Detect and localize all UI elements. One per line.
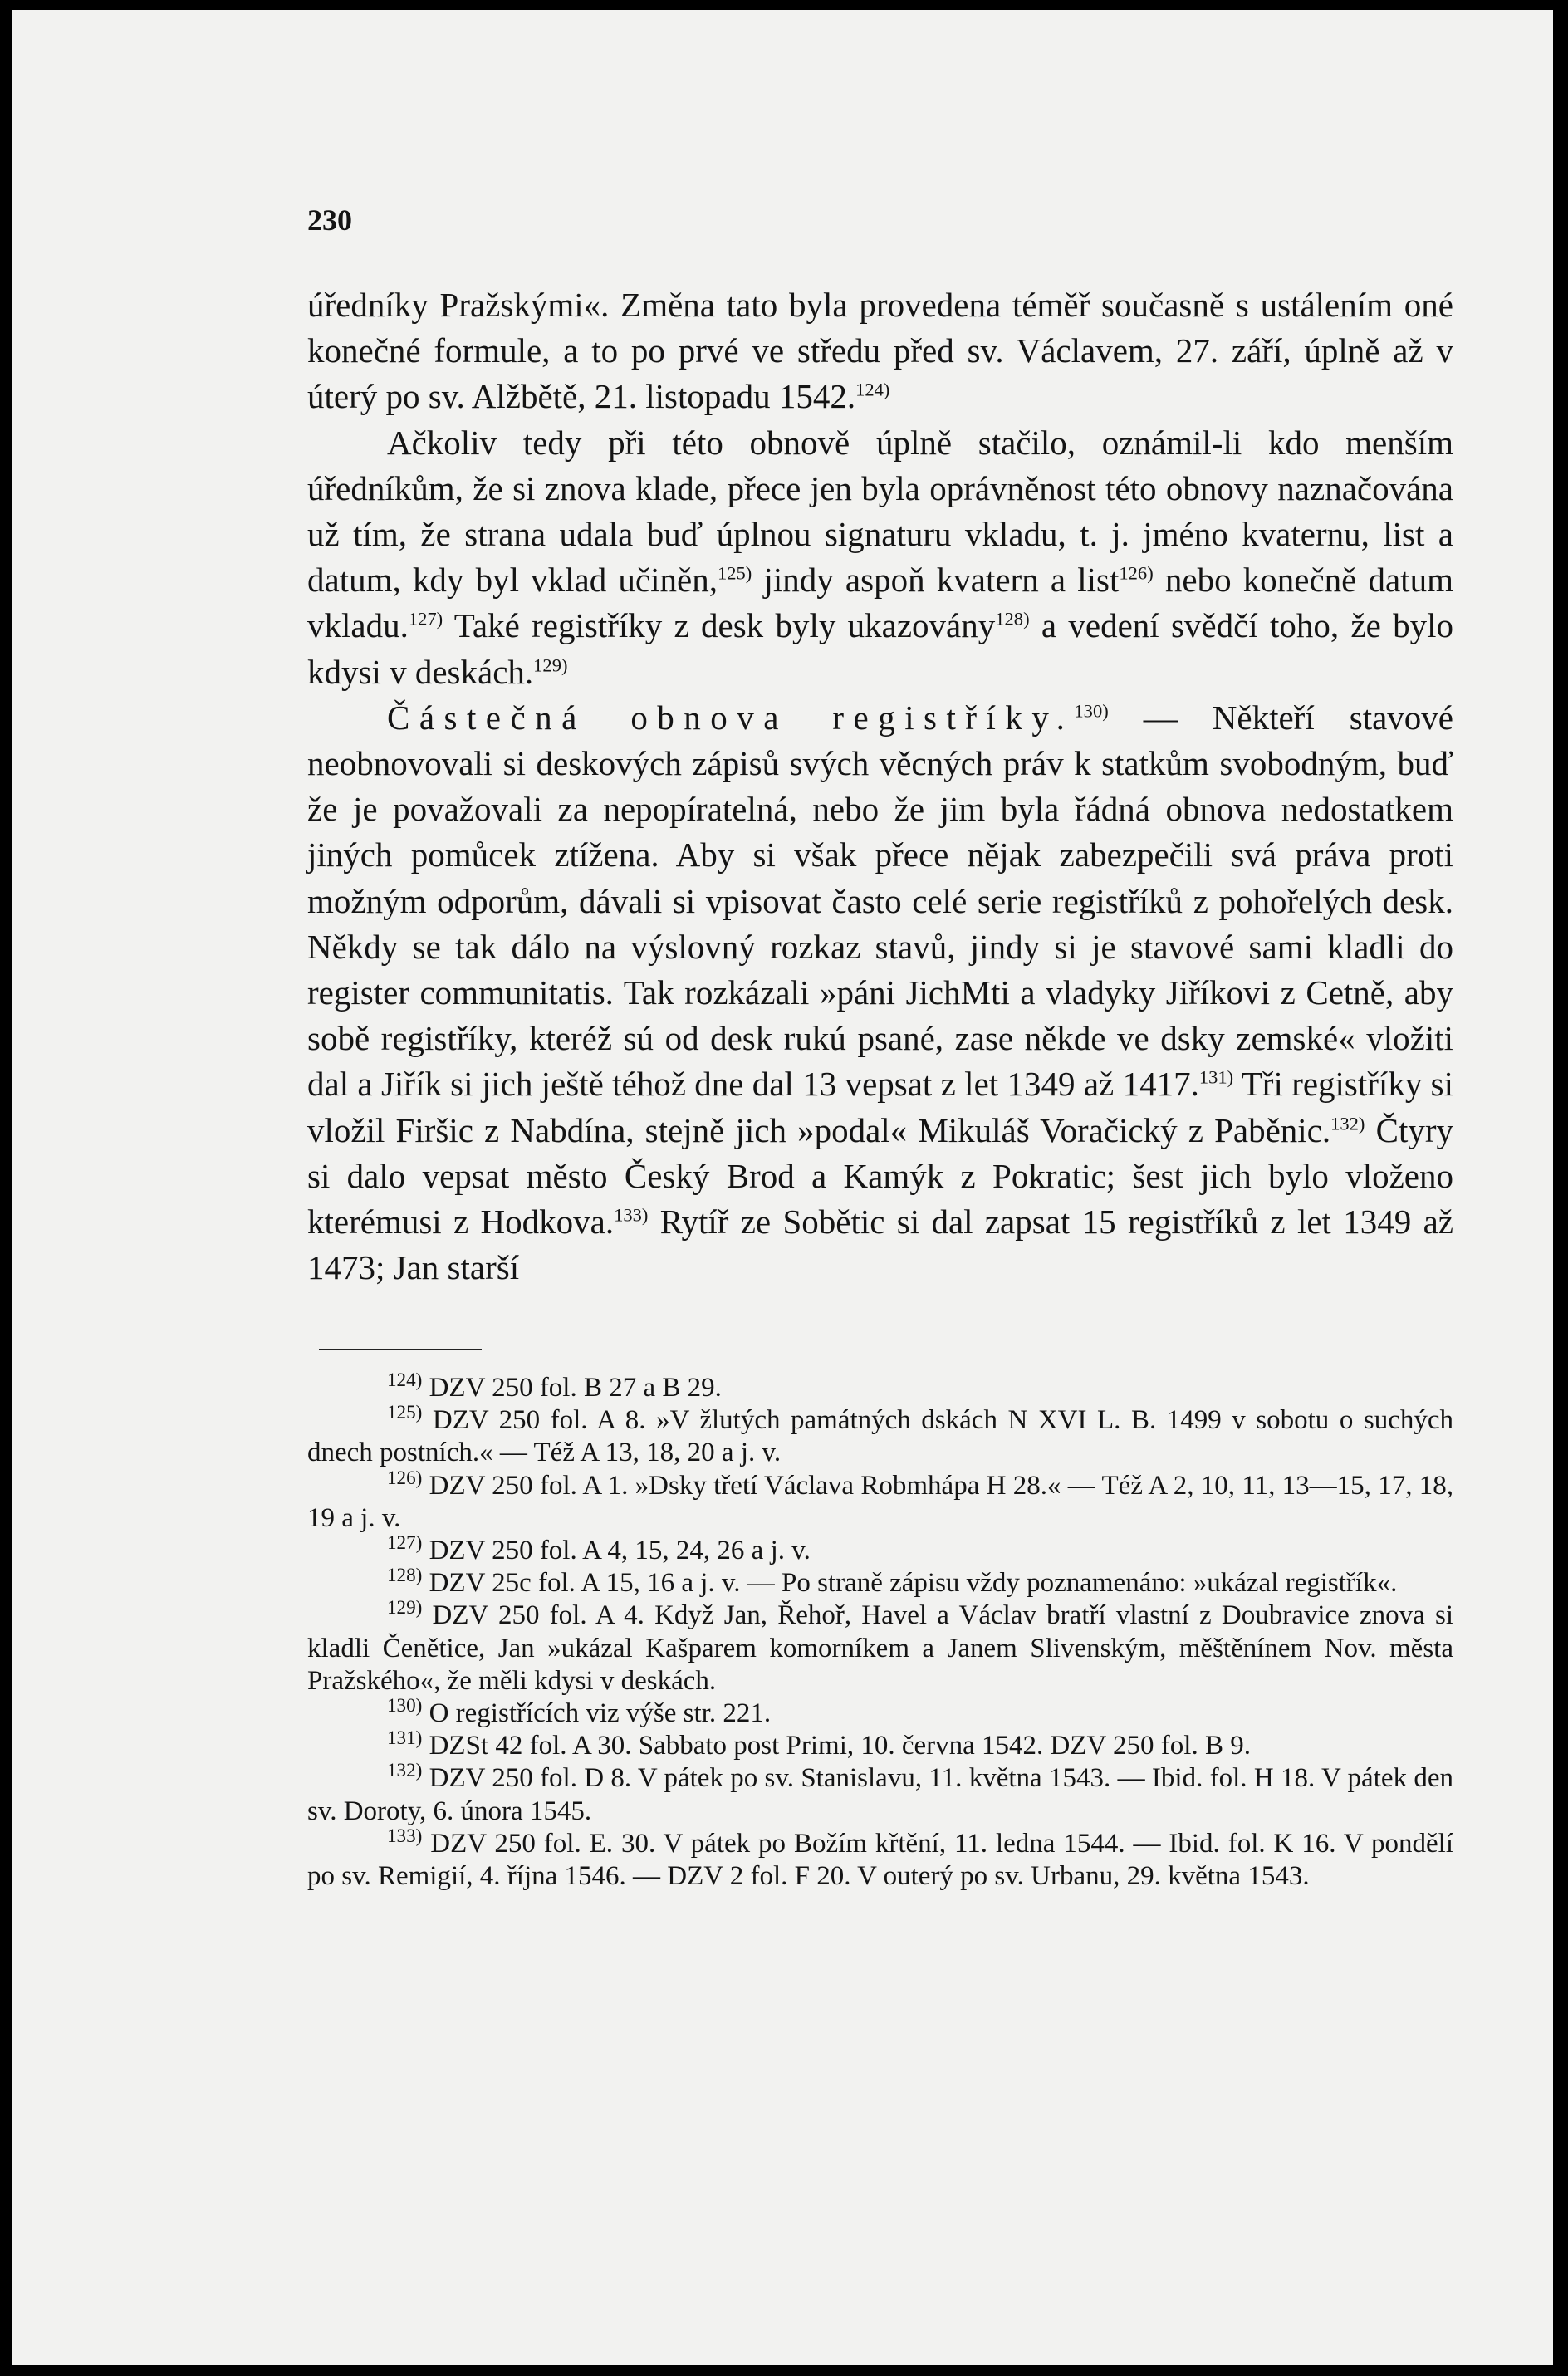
scanned-page — [12, 10, 1553, 2365]
paragraph-3-text: — Někteří stavové neobnovovali si deskových zápisů svých věcných práv k statkům svobodným, buď že je považovali za nepopíratelná, nebo že jim byla řádná obnova nedostatkem jiných pomůcek ztížena. Aby si však přece nějak zabezpečili svá práva proti možným odporům, dávali si vpisovat často celé serie registříků z pohořelých desk. Někdy se tak dálo na výslovný rozkaz stavů, jindy si je stavové sami kladli do register communitatis. Tak rozkázali »páni JichMti a vladyky Jiříkovi z Cetně, aby sobě registříky, kteréž sú od desk rukú psané, zase někde ve dsky zemské« vložiti dal a Jiřík si jich ještě téhož dne dal 13 vepsat z let 1349 až 1417. — [307, 698, 1453, 1104]
footnote-divider — [319, 1349, 482, 1350]
footnote-text: O registřících viz výše str. 221. — [422, 1698, 772, 1729]
footnote-text: DZSt 42 fol. A 30. Sabbato post Primi, 10. června 1542. DZV 250 fol. B 9. — [422, 1731, 1251, 1761]
footnote — [307, 1466, 1453, 1535]
paragraph-1 — [307, 282, 1453, 420]
footnote — [307, 1596, 1453, 1697]
main-text — [307, 282, 1453, 1291]
paragraph-2-text: a vedení svědčí toho, že bylo kdysi v deskách. — [307, 606, 1453, 691]
paragraph-3-text: Rytíř ze Sobětic si dal zapsat 15 registříků z let 1349 až 1473; Jan starší — [307, 1203, 1453, 1287]
footnote-text: DZV 250 fol. D 8. V pátek po sv. Stanislavu, 11. května 1543. — Ibid. fol. H 18. V pátek den sv. Doroty, 6. února 1545. — [307, 1763, 1453, 1826]
footnote — [307, 1369, 1453, 1404]
footnote-number: 133) — [387, 1824, 423, 1846]
paragraph-2-text: jindy aspoň kvatern a list — [752, 561, 1120, 600]
paragraph-3-text: Tři registříky si vložil Firšic z Nabdína, stejně jich »podal« Mikuláš Voračický z Paběnic. — [307, 1065, 1454, 1149]
note-ref-130: 130) — [1074, 700, 1109, 722]
footnote — [307, 1824, 1453, 1893]
footnote — [307, 1564, 1453, 1600]
note-ref-127: 127) — [408, 608, 443, 630]
note-ref-133: 133) — [614, 1204, 649, 1226]
paragraph-2-text: nebo konečně datum vkladu. — [307, 561, 1454, 645]
paragraph-2 — [307, 420, 1453, 695]
footnote-number: 124) — [387, 1369, 423, 1390]
paragraph-2-text: Také registříky z desk byly ukazovány — [443, 606, 996, 645]
footnote-text: DZV 250 fol. A 4. Když Jan, Řehoř, Havel a Václav bratří vlastní z Doubravice znova si kladli Čenětice, Jan »ukázal Kašparem komorníkem a Janem Slivenským, měštěnínem Nov. města Pražského«, že měli kdysi v deskách. — [307, 1600, 1453, 1696]
note-ref-132: 132) — [1330, 1113, 1365, 1134]
footnote-text: DZV 250 fol. A 1. »Dsky třetí Václava Robmhápa H 28.« — Též A 2, 10, 11, 13—15, 17, 18, 19 a j. v. — [307, 1470, 1453, 1533]
footnote-number: 130) — [387, 1694, 423, 1717]
footnote-text: DZV 250 fol. A 8. »V žlutých památných dskách N XVI L. B. 1499 v sobotu o suchých dnech postních.« — Též A 13, 18, 20 a j. v. — [307, 1405, 1453, 1468]
footnote-number: 129) — [387, 1596, 423, 1619]
footnote — [307, 1727, 1453, 1762]
note-ref-126: 126) — [1119, 562, 1154, 584]
paragraph-2-text: Ačkoliv tedy při této obnově úplně stačilo, oznámil-li kdo menším úředníkům, že si znova klade, přece jen byla oprávněnost této obnovy naznačována už tím, že strana udala buď úplnou signaturu vkladu, t. j. jméno kvaternu, list a datum, kdy byl vklad učiněn, — [307, 423, 1453, 600]
footnote-text: DZV 250 fol. E. 30. V pátek po Božím křtění, 11. ledna 1544. — Ibid. fol. K 16. V pondělí po sv. Remigií, 4. října 1546. — DZV 2 fol. F 20. V outerý po sv. Urbanu, 29. května 1543. — [307, 1828, 1453, 1892]
paragraph-3 — [307, 695, 1453, 1291]
footnote-text: DZV 250 fol. B 27 a B 29. — [422, 1373, 722, 1403]
footnote — [307, 1401, 1453, 1469]
note-ref-124: 124) — [855, 379, 890, 400]
footnote — [307, 1531, 1453, 1567]
footnote-number: 125) — [387, 1401, 423, 1423]
paragraph-3-text: Čtyry si dalo vepsat město Český Brod a Kamýk z Pokratic; šest jich bylo vloženo kterémusi z Hodkova. — [307, 1110, 1453, 1242]
footnote-number: 128) — [387, 1564, 423, 1586]
footnote-number: 132) — [387, 1759, 423, 1781]
footnote-number: 126) — [387, 1466, 423, 1488]
footnote — [307, 1694, 1453, 1730]
paragraph-1-text: úředníky Pražskými«. Změna tato byla provedena téměř současně s ustálením oné konečné formule, a to po prvé ve středu před sv. Václavem, 27. září, úplně až v úterý po sv. Alžbětě, 21. listopadu 1542. — [307, 286, 1453, 416]
note-ref-125: 125) — [717, 562, 752, 584]
note-ref-131: 131) — [1198, 1066, 1234, 1088]
footnotes — [307, 1369, 1453, 1893]
footnote-text: DZV 25c fol. A 15, 16 a j. v. — Po straně zápisu vždy poznamenáno: »ukázal registřík«. — [422, 1568, 1398, 1599]
footnote-text: DZV 250 fol. A 4, 15, 24, 26 a j. v. — [422, 1536, 811, 1566]
note-ref-128: 128) — [995, 608, 1030, 630]
footnote-number: 131) — [387, 1727, 423, 1749]
footnote-number: 127) — [387, 1531, 423, 1554]
section-heading: Částečná obnova registříky. — [387, 698, 1075, 737]
note-ref-129: 129) — [533, 654, 568, 675]
footnote — [307, 1759, 1453, 1827]
page-number: 230 — [307, 203, 352, 237]
